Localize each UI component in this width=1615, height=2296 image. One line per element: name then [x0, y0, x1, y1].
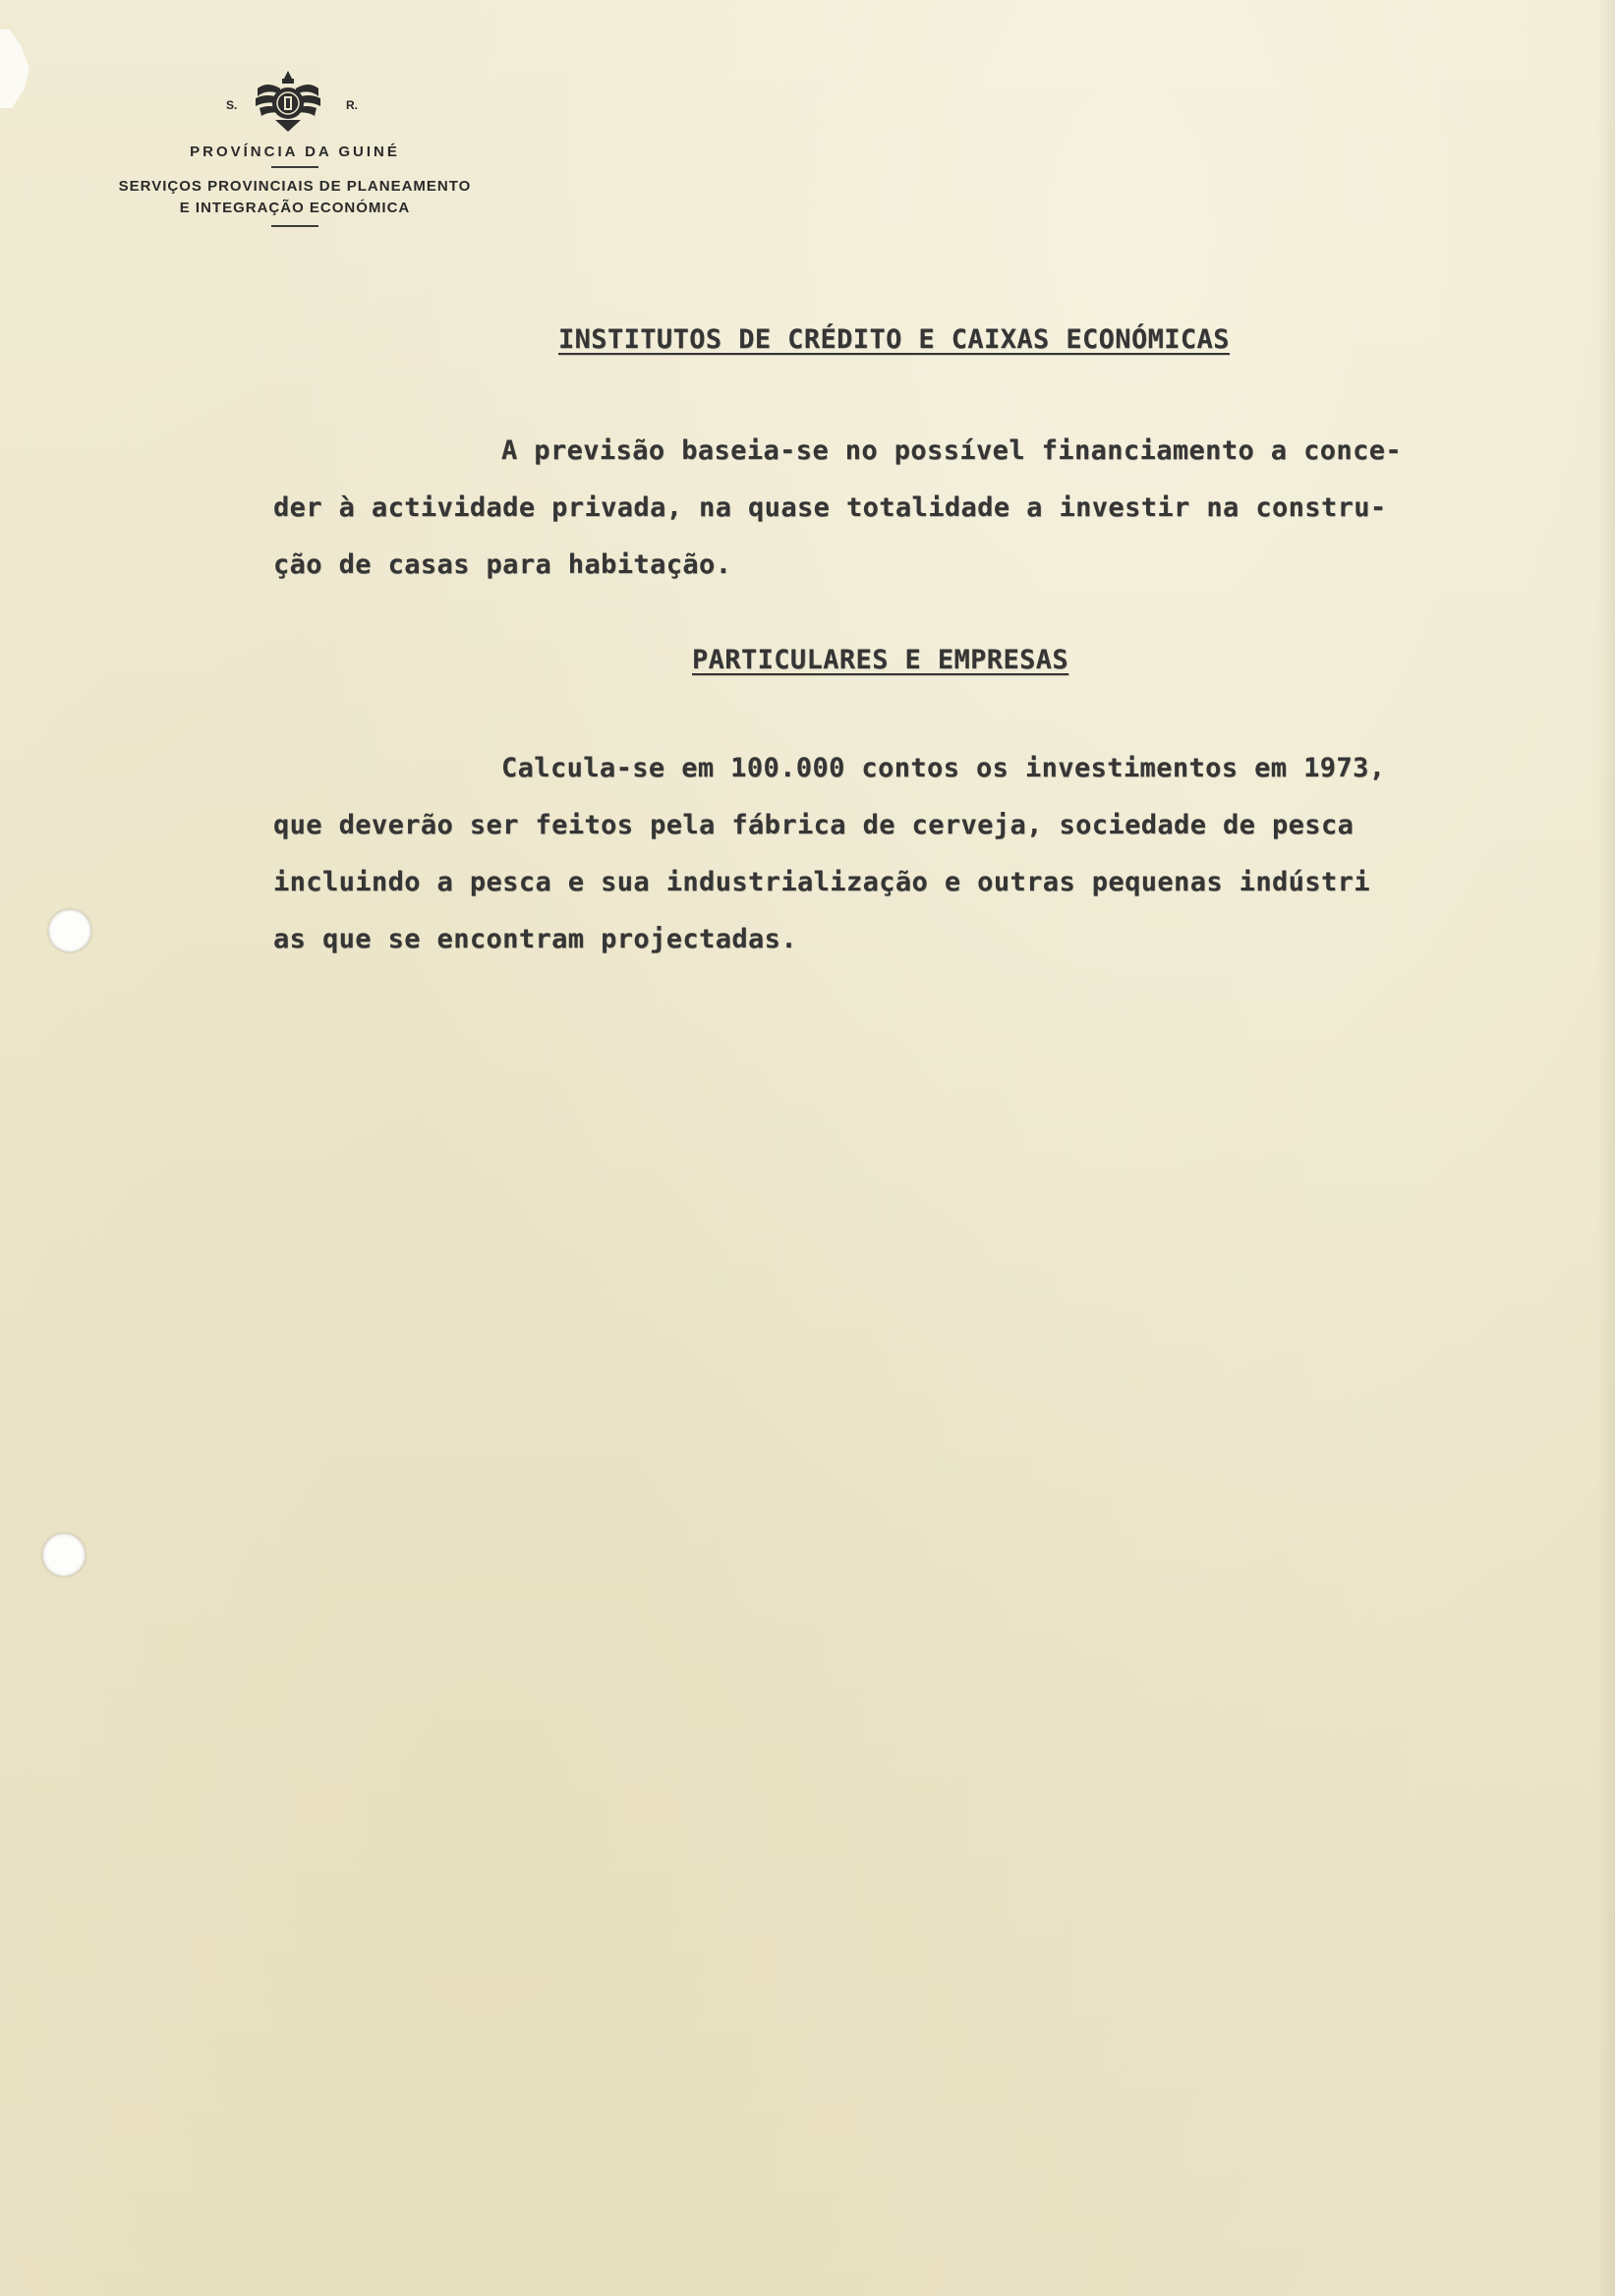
paragraph-line: A previsão baseia-se no possível financiamento a conce- — [501, 435, 1403, 466]
section-paragraph-credit-institutes — [273, 423, 1581, 594]
punch-hole — [42, 1533, 86, 1577]
paragraph-line: incluindo a pesca e sua industrialização e outras pequenas indústri — [273, 867, 1370, 897]
crest-letter-r: R. — [346, 98, 358, 112]
paragraph-line: der à actividade privada, na quase totalidade a investir na constru- — [273, 492, 1387, 523]
paragraph-line: Calcula-se em 100.000 contos os investimentos em 1973, — [501, 753, 1386, 783]
section-heading-private-companies: PARTICULARES E EMPRESAS — [692, 645, 1069, 675]
punch-hole — [48, 909, 91, 952]
paragraph-line: que deverão ser feitos pela fábrica de cerveja, sociedade de pesca — [273, 810, 1355, 840]
torn-edge — [0, 29, 33, 108]
letterhead-divider-bottom — [271, 225, 318, 227]
services-name — [59, 176, 531, 219]
crest-letter-s: S. — [226, 98, 238, 112]
letterhead-divider — [271, 166, 318, 168]
province-name: PROVÍNCIA DA GUINÉ — [190, 144, 400, 160]
services-line-1: SERVIÇOS PROVINCIAIS DE PLANEAMENTO — [118, 178, 472, 195]
section-paragraph-private-companies — [273, 740, 1581, 968]
paragraph-line: ção de casas para habitação. — [273, 549, 732, 580]
crest-row — [59, 69, 531, 138]
coat-of-arms-icon — [254, 69, 322, 134]
services-line-2: E INTEGRAÇÃO ECONÓMICA — [179, 200, 411, 216]
paragraph-line: as que se encontram projectadas. — [273, 924, 797, 954]
letterhead — [59, 69, 531, 235]
section-heading-credit-institutes: INSTITUTOS DE CRÉDITO E CAIXAS ECONÓMICAS — [558, 324, 1230, 355]
